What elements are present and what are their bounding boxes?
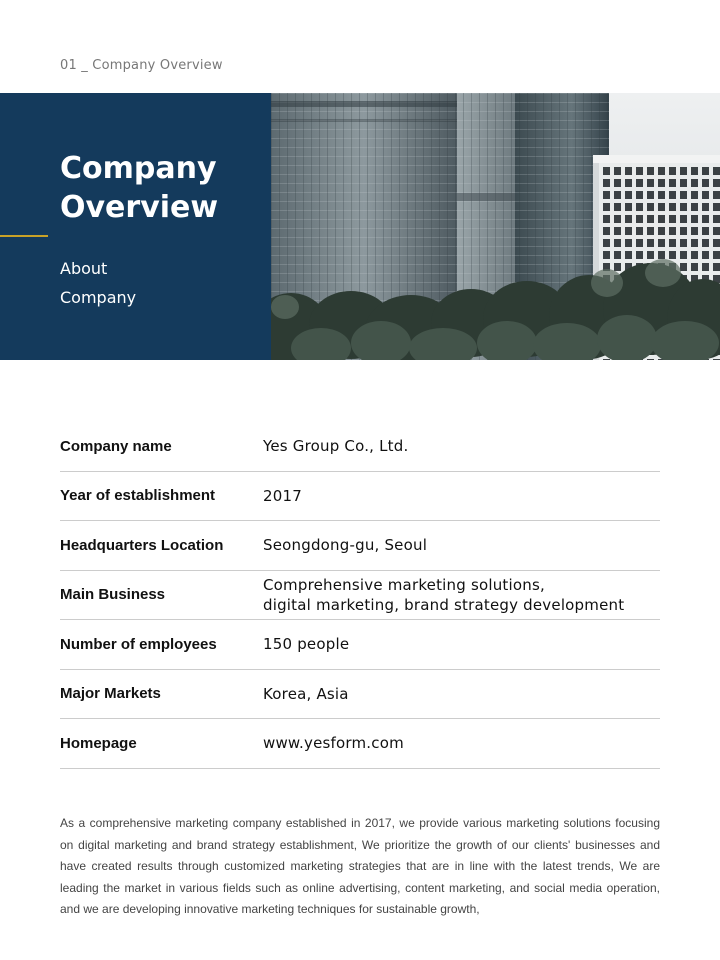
page-subtitle (60, 254, 136, 312)
page-title (60, 149, 260, 227)
row-value: Korea, Asia (263, 684, 349, 703)
row-value: 2017 (263, 486, 302, 505)
row-value (263, 575, 660, 615)
page-subtitle-line-1: About (60, 259, 108, 278)
page-subtitle-line-2: Company (60, 288, 137, 307)
row-value-line-1: Comprehensive marketing solutions, (263, 575, 545, 594)
breadcrumb: 01 _ Company Overview (60, 58, 223, 73)
row-label: Homepage (60, 734, 137, 752)
row-value: 150 people (263, 635, 350, 654)
company-info-table (60, 422, 660, 769)
table-row (60, 472, 660, 522)
homepage-link[interactable]: www.yesform.com (263, 734, 404, 753)
table-row (60, 620, 660, 670)
row-label: Headquarters Location (60, 536, 224, 554)
skyscraper-image-icon (271, 93, 720, 360)
accent-line (0, 235, 48, 237)
company-description: As a comprehensive marketing company established in 2017, we provide various marketing solutions focusing on digital marketing and brand strategy establishment, We prioritize the growth of our clients' businesses and have created results through customized marketing strategies that are in line with the latest trends, We are leading the market in various fields such as online advertising, content marketing, and social media operation, and we are developing innovative marketing techniques for sustainable growth, (60, 816, 660, 917)
table-row (60, 670, 660, 720)
row-label: Company name (60, 437, 172, 455)
row-label: Year of establishment (60, 487, 216, 505)
row-label: Major Markets (60, 685, 161, 703)
row-label: Main Business (60, 586, 166, 604)
table-row (60, 422, 660, 472)
table-row (60, 521, 660, 571)
row-label: Number of employees (60, 635, 217, 653)
row-value: Yes Group Co., Ltd. (263, 437, 409, 456)
hero-title-panel (0, 93, 271, 360)
page-title-line-1: Company (60, 151, 217, 186)
office-buildings-photo (271, 93, 720, 360)
row-value-line-2: digital marketing, brand strategy development (263, 595, 625, 614)
table-row (60, 571, 660, 621)
page-title-line-2: Overview (60, 190, 219, 225)
row-value: Seongdong-gu, Seoul (263, 536, 428, 555)
table-row (60, 719, 660, 769)
